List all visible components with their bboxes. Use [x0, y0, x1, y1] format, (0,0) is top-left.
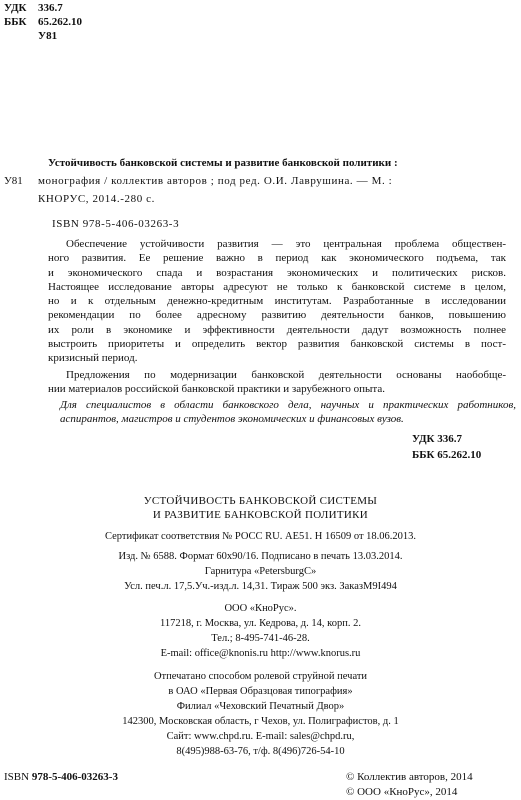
imprint-title-line-2: И РАЗВИТИЕ БАНКОВСКОЙ ПОЛИТИКИ — [152, 509, 369, 521]
udk-label: УДК — [4, 2, 27, 14]
footer-isbn-label: ISBN — [4, 771, 30, 783]
footer-isbn-value: 978-5-406-03263-3 — [31, 771, 118, 783]
printer-line-3: Филиал «Чеховский Печатный Двор» — [176, 701, 345, 712]
audience-note — [60, 398, 516, 427]
abstract-line: Обеспечение устойчивости развития — это центральная проблема обществен- — [66, 238, 506, 250]
copyright-authors: © Коллектив авторов, 2014 — [346, 771, 473, 783]
abstract-line: Предложения по модернизации банковской деятельности основаны нaобобщe- — [66, 369, 506, 381]
abstract-paragraph-2 — [48, 368, 506, 397]
bbk-value: 65.262.10 — [38, 16, 82, 28]
imprint-title-line-1: УСТОЙЧИВОСТЬ БАНКОВСКОЙ СИСТЕМЫ — [143, 495, 378, 507]
udk-repeat: УДК 336.7 — [412, 433, 463, 445]
footer-isbn — [4, 771, 118, 783]
publisher-contacts: E-mail: office@knonis.ru http://www.knorus.ru — [160, 648, 361, 659]
imprint-certificate: Сертификат соответствия № РОСС RU. АЕ51. Н 16509 от 18.06.2013. — [104, 531, 417, 542]
printer-line-4: 142300, Московская область, г Чехов, ул. Полиграфистов, д. 1 — [122, 716, 399, 727]
abstract-line: выстроить приоритеты и определить вектор развития банковской системы в пост- — [48, 338, 506, 351]
publisher-address: 117218, г. Москва, ул. Кедрова, д. 14, корп. 2. — [160, 618, 361, 629]
bib-line-2: монография / коллектив авторов ; под ред. О.И. Лаврушина. — М. : — [38, 175, 393, 187]
abstract-line: и экономического спада и возрастания экономических и политических рисков. — [48, 266, 506, 279]
printer-line-1: Отпечатано способом ролевой струйной печати — [153, 671, 368, 682]
audience-line: аспирантов, магистров и студентов экономических и финансовых вузов. — [60, 413, 404, 426]
bbk-repeat: ББК 65.262.10 — [412, 449, 482, 461]
udk-value: 336.7 — [38, 2, 63, 14]
abstract-line: но и к отдельным денежно-кредитным институтам. Разработанные в исследовании — [48, 295, 506, 308]
copyright-publisher: © ООО «КноРус», 2014 — [346, 786, 458, 798]
printer-line-6: 8(495)988-63-76, т/ф. 8(496)726-54-10 — [176, 746, 345, 757]
imprint-sheets: Усл. печ.л. 17,5.Уч.-изд.л. 14,31. Тираж 500 экз. ЗаказМ9І494 — [124, 581, 397, 592]
bib-line-3: КНОРУС, 2014.-280 с. — [38, 193, 155, 205]
abstract-line: их роли в экономике и эффективности деятельности дадут возможность полнее — [48, 323, 506, 336]
bib-isbn: ISBN 978-5-406-03263-3 — [52, 218, 180, 230]
printer-line-2: в ОАО «Первая Образцовая типография» — [168, 686, 353, 697]
imprint-typeface: Гарнитура «PetersburgC» — [204, 566, 317, 577]
bib-title-line: Устойчивость банковской системы и развитие банковской политики : — [48, 157, 398, 169]
abstract-line: ного развития. Ее решение важно в период как экономического подъема, так — [48, 252, 506, 265]
author-sign: У81 — [38, 30, 58, 42]
audience-line: Для специалистов в области банковского дела, научных и практических работников, — [60, 399, 516, 411]
abstract-line: Настоящее исследование авторы адресуют не только к банковской системе в целом, — [48, 280, 506, 293]
imprint-edition: Изд. № 6588. Формат 60x90/16. Подписано в печать 13.03.2014. — [118, 551, 403, 562]
publisher-phone: Тел.; 8-495-741-46-28. — [211, 633, 310, 644]
bib-sign: У81 — [4, 175, 23, 187]
bbk-label: ББК — [4, 16, 27, 28]
publisher-name: ООО «КноРус». — [224, 603, 297, 614]
printer-line-5: Сайт: www.chpd.ru. E-mail: sales@chpd.ru, — [166, 731, 355, 742]
abstract-line: нии материалов российской банковской практики и зарубежного опыта. — [48, 383, 385, 396]
abstract-line: рекомендации по более адресному развитию деятельности банков, повышению — [48, 309, 506, 322]
abstract-paragraph-1 — [48, 237, 506, 366]
abstract-line: кризисный период. — [48, 352, 138, 365]
